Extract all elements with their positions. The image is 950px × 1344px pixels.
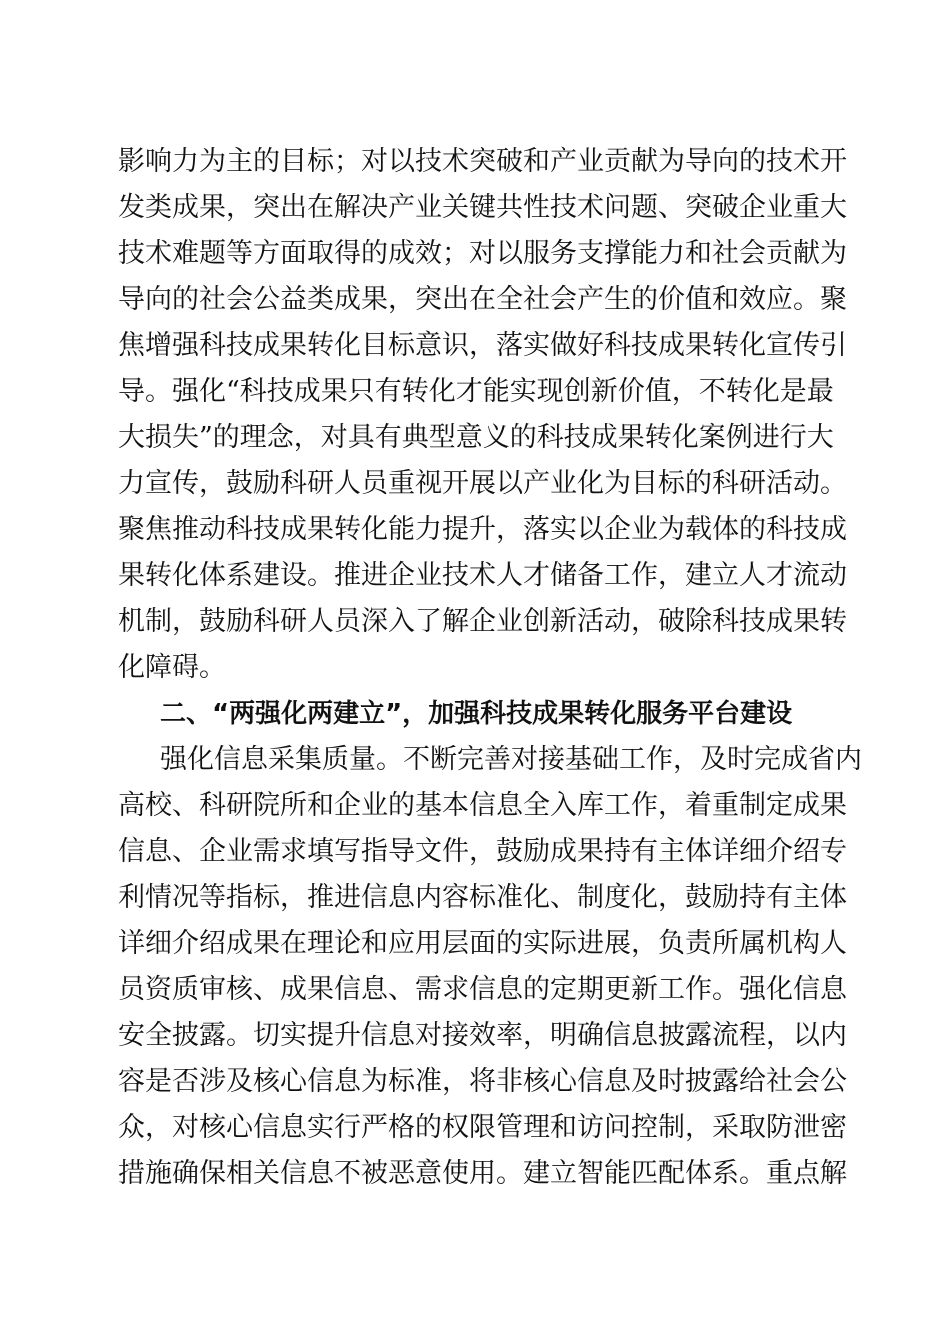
paragraph-1-line-1: 影响力为主的目标；对以技术突破和产业贡献为导向的技术开 [118, 146, 847, 177]
paragraph-1-line-11: 机制，鼓励科研人员深入了解企业创新活动，破除科技成果转 [118, 606, 847, 637]
paragraph-2-line-3: 信息、企业需求填写指导文件，鼓励成果持有主体详细介绍专 [118, 836, 847, 867]
paragraph-1-line-8: 力宣传，鼓励科研人员重视开展以产业化为目标的科研活动。 [118, 468, 847, 499]
paragraph-2-line-7: 安全披露。切实提升信息对接效率，明确信息披露流程，以内 [118, 1020, 847, 1051]
paragraph-1-line-7: 大损失”的理念，对具有典型意义的科技成果转化案例进行大 [118, 422, 834, 453]
paragraph-1-line-12: 化障碍。 [118, 652, 226, 683]
paragraph-2-line-9: 众，对核心信息实行严格的权限管理和访问控制，采取防泄密 [118, 1112, 847, 1143]
paragraph-2-line-2: 高校、科研院所和企业的基本信息全入库工作，着重制定成果 [118, 790, 847, 821]
paragraph-1-line-2: 发类成果，突出在解决产业关键共性技术问题、突破企业重大 [118, 192, 847, 223]
paragraph-1-line-3: 技术难题等方面取得的成效；对以服务支撑能力和社会贡献为 [118, 238, 847, 269]
paragraph-1-line-10: 果转化体系建设。推进企业技术人才储备工作，建立人才流动 [118, 560, 847, 591]
paragraph-2-line-1: 强化信息采集质量。不断完善对接基础工作，及时完成省内 [160, 744, 862, 775]
paragraph-1-line-6: 导。强化“科技成果只有转化才能实现创新价值，不转化是最 [118, 376, 834, 407]
paragraph-2-line-10: 措施确保相关信息不被恶意使用。建立智能匹配体系。重点解 [118, 1158, 847, 1189]
paragraph-2-line-6: 员资质审核、成果信息、需求信息的定期更新工作。强化信息 [118, 974, 847, 1005]
section-heading: 二、“两强化两建立”，加强科技成果转化服务平台建设 [160, 699, 793, 729]
paragraph-1-line-5: 焦增强科技成果转化目标意识，落实做好科技成果转化宣传引 [118, 330, 847, 361]
paragraph-2-line-5: 详细介绍成果在理论和应用层面的实际进展，负责所属机构人 [118, 928, 847, 959]
paragraph-1-line-4: 导向的社会公益类成果，突出在全社会产生的价值和效应。聚 [118, 284, 847, 315]
paragraph-2-line-8: 容是否涉及核心信息为标准，将非核心信息及时披露给社会公 [118, 1066, 847, 1097]
paragraph-2-line-4: 利情况等指标，推进信息内容标准化、制度化，鼓励持有主体 [118, 882, 847, 913]
paragraph-1-line-9: 聚焦推动科技成果转化能力提升，落实以企业为载体的科技成 [118, 514, 847, 545]
